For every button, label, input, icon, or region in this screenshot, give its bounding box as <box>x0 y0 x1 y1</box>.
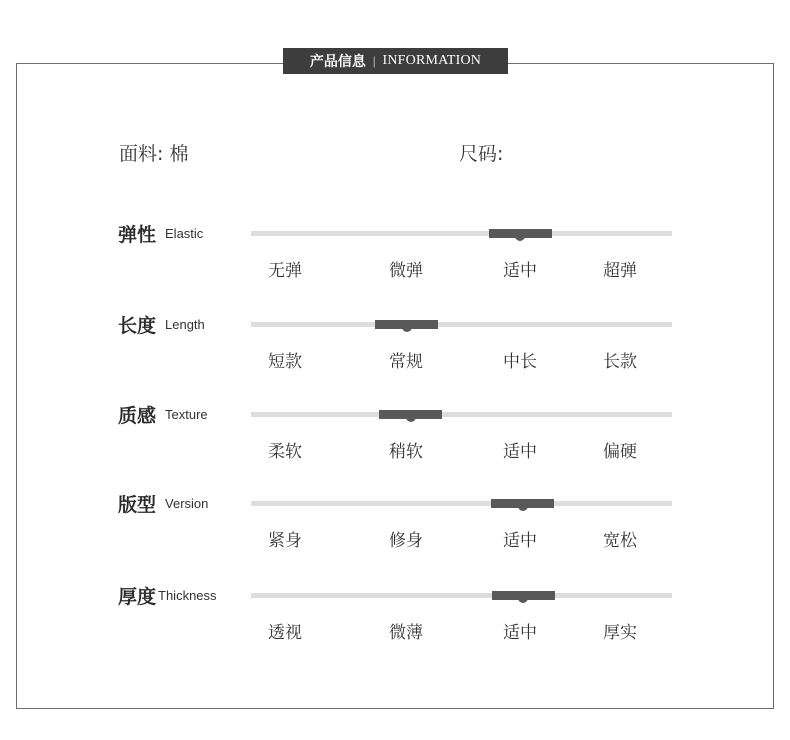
title-en: INFORMATION <box>382 53 482 68</box>
marker-pointer-icon <box>406 416 416 422</box>
fabric-value: 棉 <box>169 143 189 165</box>
option-label: 无弹 <box>268 261 302 281</box>
attr-cn-version: 版型 <box>118 493 157 516</box>
size-label: 尺码: <box>459 143 504 165</box>
marker-pointer-icon <box>402 326 412 332</box>
option-label: 短款 <box>268 352 302 372</box>
size-info <box>459 139 503 166</box>
attr-cn-texture: 质感 <box>118 404 157 427</box>
attr-label-version <box>118 490 208 516</box>
attr-label-elastic <box>118 220 203 246</box>
scale-marker-version <box>491 499 554 508</box>
attr-en-version: Version <box>165 495 209 511</box>
option-label: 紧身 <box>268 531 302 551</box>
scale-marker-length <box>375 320 438 329</box>
scale-track-version <box>251 501 672 506</box>
option-label: 中长 <box>503 352 537 372</box>
scale-marker-texture <box>379 410 442 419</box>
option-label: 适中 <box>503 261 537 281</box>
attr-en-thickness: Thickness <box>158 587 217 603</box>
option-label: 透视 <box>268 623 302 643</box>
attr-en-length: Length <box>165 316 205 332</box>
option-label: 偏硬 <box>603 442 637 462</box>
scale-track-thickness <box>251 593 672 598</box>
scale-marker-thickness <box>492 591 555 600</box>
option-label: 微弹 <box>389 261 423 281</box>
attr-label-length <box>118 311 205 337</box>
option-label: 适中 <box>503 442 537 462</box>
attr-row-thickness <box>0 582 790 652</box>
scale-marker-elastic <box>489 229 552 238</box>
attr-label-thickness <box>118 582 217 608</box>
fabric-label: 面料: <box>119 143 164 165</box>
scale-track-elastic <box>251 231 672 236</box>
option-label: 修身 <box>389 531 423 551</box>
attr-cn-elastic: 弹性 <box>118 223 157 246</box>
attr-label-texture <box>118 401 208 427</box>
attr-cn-length: 长度 <box>118 314 157 337</box>
marker-pointer-icon <box>515 235 525 241</box>
option-label: 长款 <box>603 352 637 372</box>
option-label: 柔软 <box>268 442 302 462</box>
attr-cn-thickness: 厚度 <box>118 585 157 608</box>
attr-row-version <box>0 490 790 560</box>
option-label: 超弹 <box>603 261 637 281</box>
attr-en-texture: Texture <box>165 406 208 422</box>
scale-track-texture <box>251 412 672 417</box>
option-label: 适中 <box>503 623 537 643</box>
title-separator: | <box>372 53 376 68</box>
option-label: 稍软 <box>389 442 423 462</box>
marker-pointer-icon <box>518 597 528 603</box>
title-cn: 产品信息 <box>309 54 366 70</box>
option-label: 适中 <box>503 531 537 551</box>
option-label: 宽松 <box>603 531 637 551</box>
option-label: 常规 <box>389 352 423 372</box>
attr-row-elastic <box>0 220 790 290</box>
attr-en-elastic: Elastic <box>165 225 204 241</box>
section-title-badge <box>283 48 508 74</box>
option-label: 微薄 <box>389 623 423 643</box>
attr-row-length <box>0 311 790 381</box>
fabric-info <box>119 139 188 166</box>
scale-track-length <box>251 322 672 327</box>
marker-pointer-icon <box>518 505 528 511</box>
option-label: 厚实 <box>603 623 637 643</box>
attr-row-texture <box>0 401 790 471</box>
